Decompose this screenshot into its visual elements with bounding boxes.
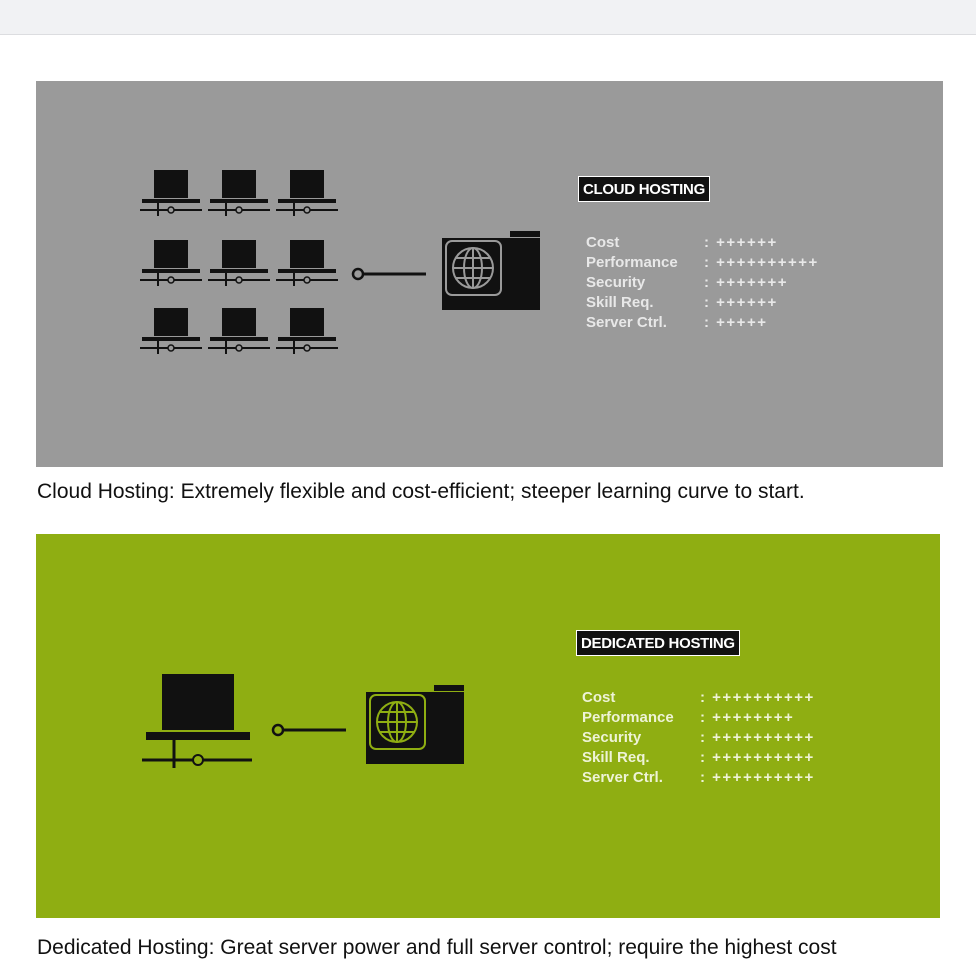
server-globe-icon bbox=[362, 682, 466, 770]
spec-label: Server Ctrl. bbox=[582, 769, 663, 786]
spec-label: Performance bbox=[586, 254, 678, 271]
spec-value: : +++++ bbox=[704, 314, 768, 331]
spec-value: : +++++++ bbox=[704, 274, 788, 291]
spec-label: Performance bbox=[582, 709, 674, 726]
spec-row-server-ctrl bbox=[582, 768, 815, 788]
spec-value: : ++++++++++ bbox=[700, 689, 815, 706]
spec-value: : ++++++++++ bbox=[704, 254, 819, 271]
connector-line-icon bbox=[348, 264, 428, 284]
cloud-computers-grid bbox=[140, 160, 340, 370]
computer-icon bbox=[140, 672, 260, 782]
computer-icon bbox=[276, 240, 338, 286]
spec-value: : ++++++ bbox=[704, 234, 778, 251]
computer-icon bbox=[208, 240, 270, 286]
computer-icon bbox=[276, 170, 338, 216]
spec-value: : ++++++++++ bbox=[700, 749, 815, 766]
spec-label: Cost bbox=[582, 689, 616, 706]
spec-label: Skill Req. bbox=[582, 749, 650, 766]
spec-row-skill bbox=[586, 293, 819, 313]
spec-label: Security bbox=[586, 274, 646, 291]
computer-icon bbox=[208, 170, 270, 216]
computer-icon bbox=[140, 240, 202, 286]
browser-top-bar bbox=[0, 0, 976, 35]
dedicated-specs-list bbox=[582, 688, 815, 788]
spec-row-server-ctrl bbox=[586, 313, 819, 333]
spec-label: Security bbox=[582, 729, 642, 746]
cloud-hosting-badge: CLOUD HOSTING bbox=[578, 176, 710, 202]
dedicated-hosting-badge: DEDICATED HOSTING bbox=[576, 630, 740, 656]
spec-value: : ++++++ bbox=[704, 294, 778, 311]
computer-icon bbox=[140, 308, 202, 354]
spec-label: Skill Req. bbox=[586, 294, 654, 311]
computer-icon bbox=[208, 308, 270, 354]
computer-icon bbox=[276, 308, 338, 354]
spec-label: Server Ctrl. bbox=[586, 314, 667, 331]
server-globe-icon bbox=[440, 228, 544, 316]
dedicated-caption: Dedicated Hosting: Great server power and full server control; require the highest cost bbox=[37, 936, 837, 959]
connector-line-icon bbox=[268, 720, 348, 740]
computer-icon bbox=[140, 170, 202, 216]
cloud-caption: Cloud Hosting: Extremely flexible and cost-efficient; steeper learning curve to start. bbox=[37, 480, 805, 503]
spec-row-security bbox=[582, 728, 815, 748]
spec-value: : ++++++++ bbox=[700, 709, 795, 726]
spec-value: : ++++++++++ bbox=[700, 729, 815, 746]
cloud-specs-list bbox=[586, 233, 819, 333]
spec-row-performance bbox=[582, 708, 815, 728]
spec-row-cost bbox=[582, 688, 815, 708]
spec-row-skill bbox=[582, 748, 815, 768]
spec-row-cost bbox=[586, 233, 819, 253]
spec-value: : ++++++++++ bbox=[700, 769, 815, 786]
spec-label: Cost bbox=[586, 234, 620, 251]
spec-row-performance bbox=[586, 253, 819, 273]
spec-row-security bbox=[586, 273, 819, 293]
